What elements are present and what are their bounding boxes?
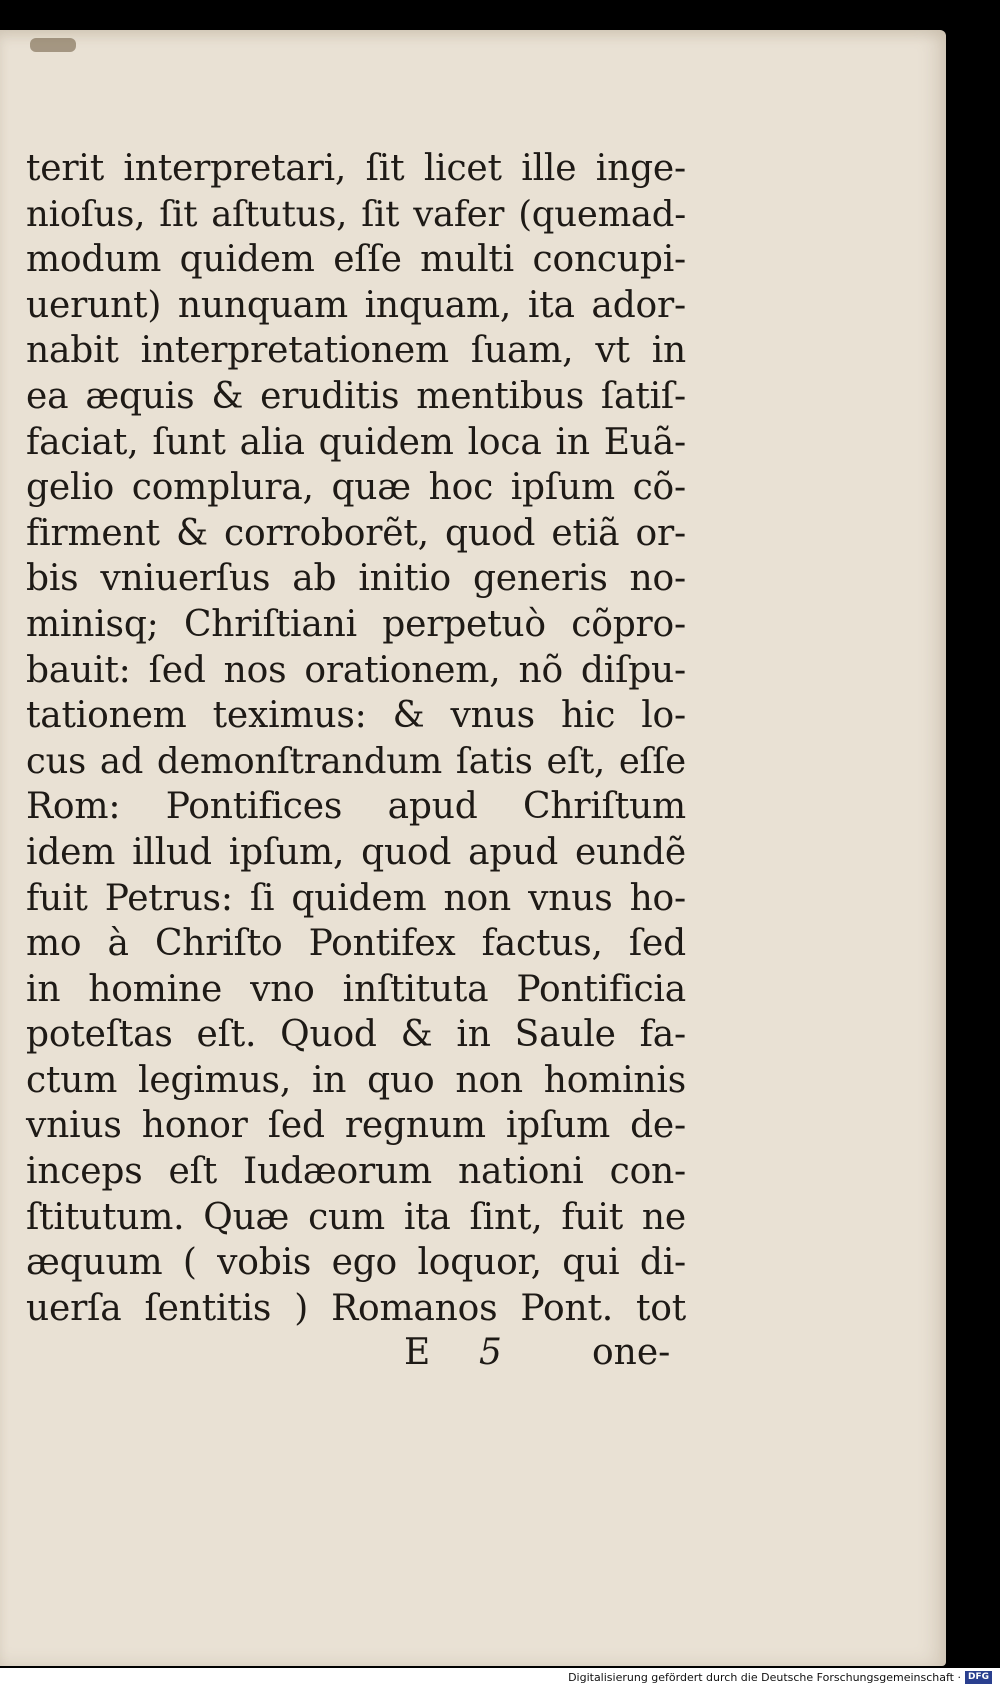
text-line: fuit Petrus: ſi quidem non vnus ho-: [26, 877, 686, 919]
page-corner-stain: [30, 38, 76, 52]
text-line: mo à Chriſto Pontifex factus, ſed: [26, 923, 686, 965]
credit-text: Digitalisierung gefördert durch die Deutsche Forschungsgemeinschaft ·: [568, 1671, 961, 1684]
text-line: poteſtas eſt. Quod & in Saule fa-: [26, 1014, 686, 1056]
text-line: inceps eſt Iudæorum nationi con-: [26, 1151, 686, 1193]
text-line: bis vniuerſus ab initio generis no-: [26, 558, 686, 600]
body-text: [26, 146, 686, 1331]
text-line: uerſa ſentitis ) Romanos Pont. tot: [26, 1287, 686, 1329]
signature-mark: E: [404, 1332, 431, 1373]
text-line: firment & corroborẽt, quod etiã or-: [26, 512, 686, 554]
text-line: terit interpretari, ſit licet ille inge-: [26, 148, 686, 189]
dfg-logo: DFG: [965, 1671, 992, 1684]
text-line: Rom: Pontifices apud Chriſtum: [26, 786, 686, 828]
text-line: vnius honor ſed regnum ipſum de-: [26, 1105, 686, 1147]
text-line: in homine vno inſtituta Pontificia: [26, 968, 686, 1010]
text-line: tationem teximus: & vnus hic lo-: [26, 695, 686, 737]
page-footer: [0, 1330, 946, 1376]
text-line: idem illud ipſum, quod apud eundẽ: [26, 831, 686, 873]
text-line: ea æquis & eruditis mentibus ſatiſ-: [26, 375, 686, 417]
book-page: [0, 30, 946, 1666]
text-line: uerunt) nunquam inquam, ita ador-: [26, 284, 686, 326]
digitization-credit: [568, 1670, 992, 1685]
text-line: faciat, ſunt alia quidem loca in Euã-: [26, 421, 686, 463]
text-line: minisq; Chriſtiani perpetuò cõpro-: [26, 603, 686, 645]
text-line: æquum ( vobis ego loquor, qui di-: [26, 1242, 686, 1284]
text-line: ſtitutum. Quæ cum ita ſint, fuit ne: [26, 1196, 686, 1238]
text-line: gelio complura, quæ hoc ipſum cõ-: [26, 467, 686, 509]
text-line: bauit: ſed nos orationem, nõ diſpu-: [26, 649, 686, 691]
page-number: 5: [479, 1332, 502, 1373]
catchword: one-: [592, 1332, 671, 1373]
text-line: modum quidem eſſe multi concupi-: [26, 239, 686, 281]
text-line: nioſus, ſit aſtutus, ſit vafer (quemad-: [26, 193, 686, 235]
text-line: nabit interpretationem ſuam, vt in: [26, 330, 686, 372]
text-line: ctum legimus, in quo non hominis: [26, 1059, 686, 1101]
text-line: cus ad demonſtrandum ſatis eſt, eſſe: [26, 740, 686, 782]
